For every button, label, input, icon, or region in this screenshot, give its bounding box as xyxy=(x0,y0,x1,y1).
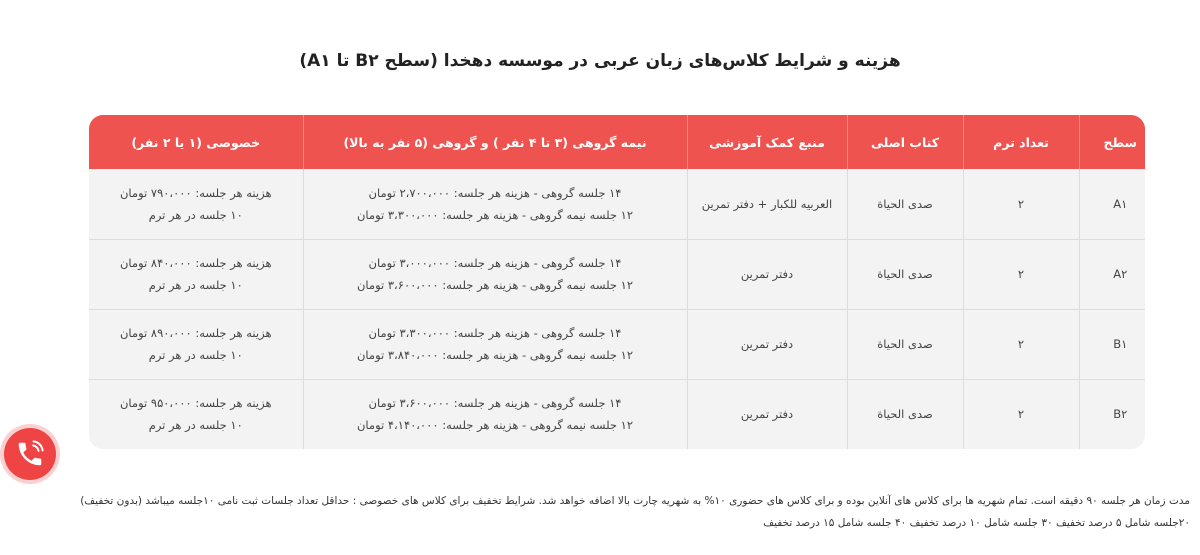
cell-terms: ۲ xyxy=(963,239,1079,309)
footer-line: ۲۰جلسه شامل ۵ درصد تخفیف ۳۰ جلسه شامل ۱۰ درصد تخفیف ۴۰ جلسه شامل ۱۵ درصد تخفیف xyxy=(763,517,1190,529)
private-line: ۱۰ جلسه در هر ترم xyxy=(148,348,243,362)
cell-terms: ۲ xyxy=(963,379,1079,449)
cell-resource: دفتر تمرین xyxy=(687,379,847,449)
cell-private xyxy=(89,169,303,239)
cell-terms: ۲ xyxy=(963,309,1079,379)
cell-main-book: صدی الحیاة xyxy=(847,239,963,309)
header-terms: تعداد ترم xyxy=(963,115,1079,169)
cell-level: B۲ xyxy=(1079,379,1145,449)
private-line: ۱۰ جلسه در هر ترم xyxy=(148,278,243,292)
group-line: ۱۴ جلسه گروهی - هزینه هر جلسه: ۳،۰۰۰،۰۰۰ تومان xyxy=(368,256,622,270)
private-line: هزینه هر جلسه: ۷۹۰،۰۰۰ تومان xyxy=(119,185,272,200)
header-private: خصوصی (۱ یا ۲ نفر) xyxy=(131,134,261,150)
pricing-table xyxy=(89,115,1145,449)
cell-main-book: صدی الحیاة xyxy=(847,169,963,239)
group-line: ۱۲ جلسه نیمه گروهی - هزینه هر جلسه: ۳،۸۴۰،۰۰۰ تومان xyxy=(356,348,634,362)
group-line: ۱۴ جلسه گروهی - هزینه هر جلسه: ۳،۳۰۰،۰۰۰ تومان xyxy=(368,326,622,340)
footer-note xyxy=(5,490,1190,534)
cell-resource: دفتر تمرین xyxy=(687,309,847,379)
cell-group xyxy=(303,309,687,379)
cell-level: A۲ xyxy=(1079,239,1145,309)
header-group: نیمه گروهی (۳ تا ۴ نفر ) و گروهی (۵ نفر به بالا) xyxy=(303,115,687,169)
page-title: هزینه و شرایط کلاس‌های زبان عربی در موسسه دهخدا (سطح B۲ تا A۱) xyxy=(299,51,901,72)
private-line: هزینه هر جلسه: ۸۴۰،۰۰۰ تومان xyxy=(119,256,272,270)
cell-resource: العربیه للکبار + دفتر تمرین xyxy=(687,169,847,239)
cell-level: B۱ xyxy=(1079,309,1145,379)
cell-resource: دفتر تمرین xyxy=(687,239,847,309)
footer-line: مدت زمان هر جلسه ۹۰ دقیقه است. تمام شهریه ها برای کلاس های آنلاین بوده و برای کلاس های حضوری ۱۰% به شهریه چارت بالا اضافه خواهد شد. شرایط تخفیف برای کلاس های خصوصی : حداقل تعداد جلسات ثبت نامی ۱۰جلسه میباشد (بدون تخفیف) xyxy=(80,495,1190,507)
cell-private xyxy=(89,379,303,449)
private-line: هزینه هر جلسه: ۸۹۰،۰۰۰ تومان xyxy=(119,326,272,340)
private-line: هزینه هر جلسه: ۹۵۰،۰۰۰ تومان xyxy=(119,396,272,411)
cell-private xyxy=(89,239,303,309)
table-row xyxy=(89,379,1145,449)
group-line: ۱۴ جلسه گروهی - هزینه هر جلسه: ۲،۷۰۰،۰۰۰ تومان xyxy=(368,185,622,200)
header-main-book: کتاب اصلی xyxy=(847,115,963,169)
private-line: ۱۰ جلسه در هر ترم xyxy=(148,207,243,222)
cell-main-book: صدی الحیاة xyxy=(847,309,963,379)
cell-group xyxy=(303,169,687,239)
group-line: ۱۲ جلسه نیمه گروهی - هزینه هر جلسه: ۳،۶۰۰،۰۰۰ تومان xyxy=(356,278,634,292)
table-row xyxy=(89,169,1145,239)
cell-main-book: صدی الحیاة xyxy=(847,379,963,449)
header-resource: منبع کمک آموزشی xyxy=(687,115,847,169)
cell-group xyxy=(303,379,687,449)
private-line: ۱۰ جلسه در هر ترم xyxy=(148,418,243,433)
cell-terms: ۲ xyxy=(963,169,1079,239)
group-line: ۱۲ جلسه نیمه گروهی - هزینه هر جلسه: ۳،۳۰۰،۰۰۰ تومان xyxy=(356,207,634,222)
table-row xyxy=(89,309,1145,379)
table-header-row xyxy=(89,115,1145,169)
cell-level: A۱ xyxy=(1079,169,1145,239)
cell-group xyxy=(303,239,687,309)
phone-icon xyxy=(15,439,45,469)
cell-private xyxy=(89,309,303,379)
group-line: ۱۲ جلسه نیمه گروهی - هزینه هر جلسه: ۴،۱۴۰،۰۰۰ تومان xyxy=(356,418,634,433)
group-line: ۱۴ جلسه گروهی - هزینه هر جلسه: ۳،۶۰۰،۰۰۰ تومان xyxy=(368,396,622,411)
call-button[interactable] xyxy=(4,428,56,480)
header-level: سطح xyxy=(1079,115,1145,169)
table-row xyxy=(89,239,1145,309)
